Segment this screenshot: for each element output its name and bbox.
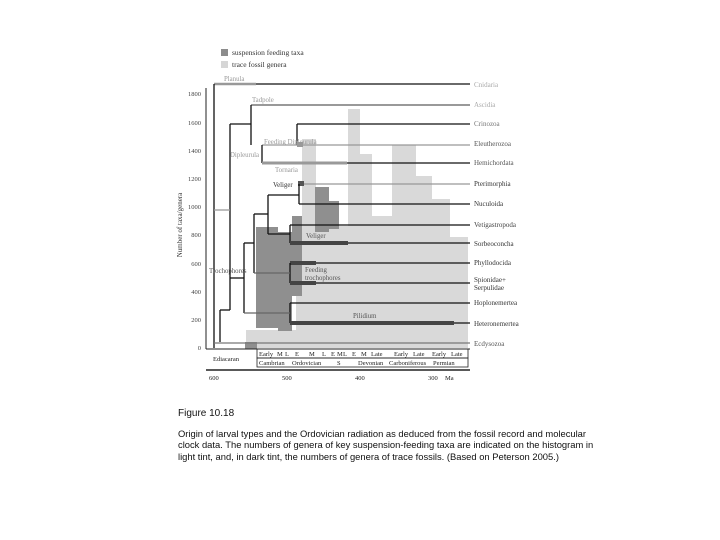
svg-text:200: 200 (191, 317, 201, 324)
svg-text:Spionidae+: Spionidae+ (474, 276, 506, 284)
svg-text:Early: Early (432, 351, 447, 358)
svg-text:Late: Late (413, 351, 425, 358)
legend-swatch-suspension (221, 49, 228, 56)
svg-text:M: M (277, 351, 283, 358)
svg-text:Carboniferous: Carboniferous (389, 360, 427, 367)
svg-text:Nuculoida: Nuculoida (474, 200, 504, 208)
svg-text:Veliger: Veliger (306, 233, 326, 240)
svg-text:Pilidium: Pilidium (353, 313, 377, 320)
svg-text:Ecdysozoa: Ecdysozoa (474, 340, 505, 348)
svg-text:Cnidaria: Cnidaria (474, 81, 499, 89)
legend (221, 48, 304, 69)
taxa-labels (474, 81, 520, 348)
svg-text:M: M (361, 351, 367, 358)
svg-text:Trochophores: Trochophores (209, 268, 247, 275)
svg-text:Feeding Dipleurula: Feeding Dipleurula (264, 139, 317, 146)
svg-text:Serpulidae: Serpulidae (474, 284, 504, 292)
svg-text:1000: 1000 (188, 204, 201, 211)
y-axis (176, 88, 206, 352)
svg-text:Early: Early (259, 351, 274, 358)
svg-text:M: M (309, 351, 315, 358)
figure-caption-body: Origin of larval types and the Ordovician radiation as deduced from the fossil record and molecular clock data. The numbers of genera of key suspension-feeding taxa are indicated on the histogram in light tint, and, in dark tint, the numbers of genera of trace fossils. (Based on Peterson 2005.) (178, 428, 594, 462)
y-axis-label: Number of taxa/genera (176, 192, 184, 258)
svg-text:Cambrian: Cambrian (259, 360, 285, 367)
svg-text:E: E (331, 351, 335, 358)
svg-text:Hemichordata: Hemichordata (474, 159, 514, 167)
svg-text:Late: Late (451, 351, 463, 358)
svg-text:Early: Early (394, 351, 409, 358)
svg-text:300: 300 (428, 375, 438, 382)
svg-text:E: E (295, 351, 299, 358)
legend-label-trace: trace fossil genera (232, 60, 287, 69)
svg-text:Veliger: Veliger (273, 182, 293, 189)
svg-text:Eleutherozoa: Eleutherozoa (474, 140, 511, 148)
legend-swatch-trace (221, 61, 228, 68)
svg-text:1600: 1600 (188, 120, 201, 127)
svg-text:Devonian: Devonian (358, 360, 384, 367)
svg-text:Feeding: Feeding (305, 267, 327, 274)
svg-text:L: L (285, 351, 289, 358)
svg-text:Planula: Planula (224, 76, 245, 83)
svg-text:Sorbeoconcha: Sorbeoconcha (474, 240, 514, 248)
svg-text:1800: 1800 (188, 91, 201, 98)
svg-text:Late: Late (371, 351, 383, 358)
svg-text:E: E (352, 351, 356, 358)
svg-text:L: L (343, 351, 347, 358)
time-scale (206, 349, 470, 382)
svg-text:L: L (322, 351, 326, 358)
svg-text:Dipleurula: Dipleurula (230, 152, 260, 159)
svg-text:500: 500 (282, 375, 292, 382)
svg-text:Pterimorphia: Pterimorphia (474, 180, 511, 188)
svg-text:400: 400 (355, 375, 365, 382)
svg-text:Tadpole: Tadpole (252, 97, 274, 104)
svg-text:600: 600 (209, 375, 219, 382)
svg-text:Ma: Ma (445, 375, 454, 382)
svg-text:Tornaria: Tornaria (275, 167, 298, 174)
svg-text:Heteronemertea: Heteronemertea (474, 320, 519, 328)
svg-text:Ediacaran: Ediacaran (213, 356, 239, 363)
svg-text:0: 0 (197, 345, 201, 352)
svg-text:S: S (337, 360, 341, 367)
svg-text:600: 600 (191, 261, 201, 268)
svg-text:Phyllodocida: Phyllodocida (474, 259, 511, 267)
figure-caption-title: Figure 10.18 (178, 408, 235, 419)
svg-text:Ascidia: Ascidia (474, 101, 496, 109)
svg-text:Hoplonemertea: Hoplonemertea (474, 299, 518, 307)
svg-text:1200: 1200 (188, 176, 201, 183)
svg-text:Vetigastropoda: Vetigastropoda (474, 221, 516, 229)
svg-text:1400: 1400 (188, 148, 201, 155)
svg-text:Permian: Permian (433, 360, 455, 367)
svg-text:400: 400 (191, 289, 201, 296)
svg-text:Ordovician: Ordovician (292, 360, 322, 367)
svg-text:800: 800 (191, 232, 201, 239)
svg-text:Crinozoa: Crinozoa (474, 120, 500, 128)
legend-label-suspension: suspension feeding taxa (232, 48, 304, 57)
svg-text:trochophores: trochophores (305, 275, 341, 282)
svg-text:M: M (337, 351, 343, 358)
